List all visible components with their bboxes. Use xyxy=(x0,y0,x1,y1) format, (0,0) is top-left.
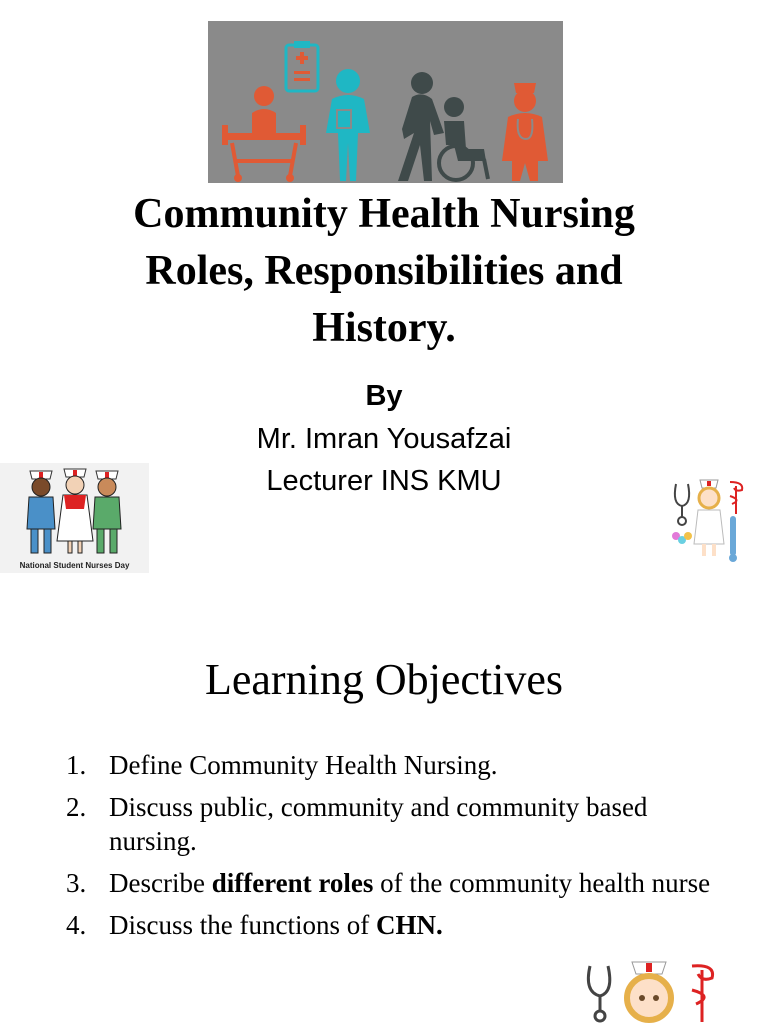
objectives-slide xyxy=(0,600,768,1024)
by-label: By xyxy=(365,380,403,412)
nurse-figure xyxy=(27,471,55,553)
cartoon-nurse-icon xyxy=(627,962,671,1020)
objective-text: Discuss the functions of xyxy=(109,910,376,940)
objective-text-tail: of the community health nurse xyxy=(373,868,711,898)
pharmacy-caduceus-icon xyxy=(692,966,713,1022)
objective-item xyxy=(66,748,726,782)
cartoon-nurse-icon xyxy=(694,480,724,556)
nurse-clipart-large xyxy=(580,956,740,1024)
title-line: Roles, Responsibilities and xyxy=(145,248,623,294)
nurse-stethoscope-icon xyxy=(502,83,548,181)
objective-text: Describe xyxy=(109,868,212,898)
stethoscope-icon xyxy=(675,484,689,525)
presentation-title xyxy=(0,186,768,357)
objective-number: 1. xyxy=(66,750,87,780)
objective-text: Define Community Health Nursing. xyxy=(109,750,498,780)
thermometer-icon xyxy=(729,516,737,562)
healthcare-banner-image xyxy=(208,21,563,183)
objective-text: Discuss public, community and community based nursing. xyxy=(109,792,648,856)
title-line: Community Health Nursing xyxy=(133,191,635,237)
objective-number: 2. xyxy=(66,792,87,822)
objectives-heading: Learning Objectives xyxy=(205,655,563,704)
clipboard-icon xyxy=(286,41,318,91)
healthcare-banner-illustration xyxy=(208,21,563,183)
nurse-with-medical-tools-illustration xyxy=(668,474,752,570)
objective-item xyxy=(66,908,726,942)
pills-icon xyxy=(672,532,692,544)
objective-item xyxy=(66,790,669,858)
student-nurses-clipart xyxy=(0,463,149,573)
author-title: Lecturer INS KMU xyxy=(266,465,502,497)
objective-item xyxy=(66,866,726,900)
nurse-figure xyxy=(57,469,93,553)
caregiver-wheelchair-icon xyxy=(398,72,488,181)
three-nurses-illustration xyxy=(0,463,149,559)
author-name: Mr. Imran Yousafzai xyxy=(256,423,512,455)
hospital-bed-patient-icon xyxy=(222,86,306,182)
objective-number: 3. xyxy=(66,868,87,898)
nurse-with-medical-tools-illustration xyxy=(580,956,740,1024)
doctor-icon xyxy=(326,69,370,181)
clipart-caption: National Student Nurses Day xyxy=(19,561,130,570)
objectives-list xyxy=(66,748,726,950)
objective-text-bold: different roles xyxy=(211,868,374,898)
stethoscope-icon xyxy=(588,966,609,1021)
nurse-figure xyxy=(93,471,121,553)
title-line: History. xyxy=(312,305,456,351)
objective-number: 4. xyxy=(66,910,87,940)
objective-text-bold: CHN. xyxy=(375,910,443,940)
nurse-clipart-small xyxy=(668,474,752,570)
pharmacy-caduceus-icon xyxy=(730,482,742,514)
